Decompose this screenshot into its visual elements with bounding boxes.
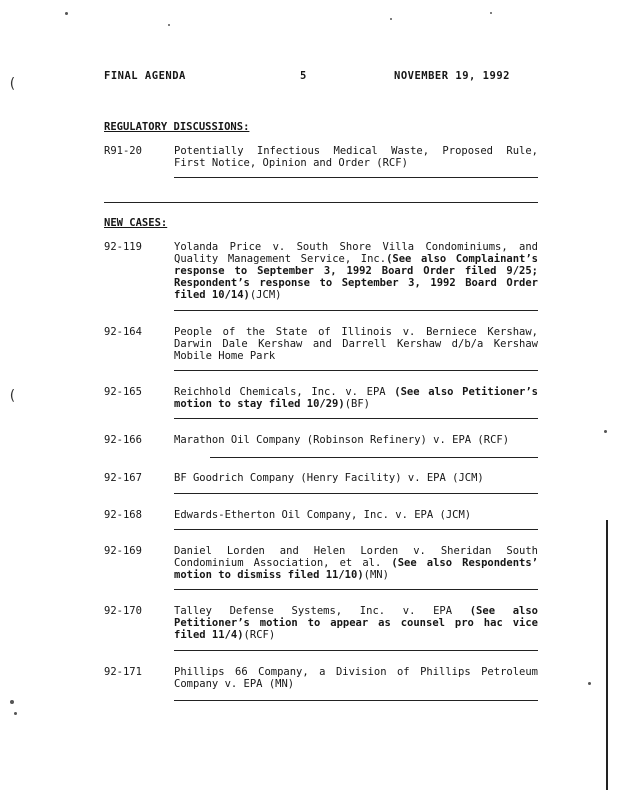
- case-number: 92-167: [104, 472, 142, 484]
- scan-speck: [390, 18, 392, 20]
- case-number: 92-164: [104, 326, 142, 338]
- case-text: Reichhold Chemicals, Inc. v. EPA (See also Petitioner’s motion to stay filed 10/29)(BF): [174, 386, 538, 410]
- case-number: 92-119: [104, 241, 142, 253]
- binding-hole-mark: (: [8, 388, 17, 404]
- scan-speck: [604, 430, 607, 433]
- case-text: Phillips 66 Company, a Division of Phillips Petroleum Company v. EPA (MN): [174, 666, 538, 690]
- scan-speck: [65, 12, 68, 15]
- case-underline: [210, 457, 538, 458]
- page-number: 5: [300, 70, 307, 82]
- case-underline: [174, 650, 538, 651]
- case-underline: [174, 700, 538, 701]
- case-text: BF Goodrich Company (Henry Facility) v. EPA (JCM): [174, 472, 484, 484]
- agenda-title: FINAL AGENDA: [104, 70, 186, 82]
- case-text: Talley Defense Systems, Inc. v. EPA (See also Petitioner’s motion to appear as counsel pro hac vice filed 11/4)(RCF): [174, 605, 538, 641]
- case-text: Daniel Lorden and Helen Lorden v. Sheridan South Condominium Association, et al. (See also Respondents’ motion to dismiss filed 11/10)(MN): [174, 545, 538, 581]
- agenda-date: NOVEMBER 19, 1992: [394, 70, 510, 82]
- scan-speck: [490, 12, 492, 14]
- case-underline: [174, 418, 538, 419]
- case-number: 92-170: [104, 605, 142, 617]
- case-text: People of the State of Illinois v. Berniece Kershaw, Darwin Dale Kershaw and Darrell Kershaw d/b/a Kershaw Mobile Home Park: [174, 326, 538, 362]
- case-number: 92-165: [104, 386, 142, 398]
- regulatory-heading: REGULATORY DISCUSSIONS:: [104, 121, 250, 133]
- case-underline: [174, 370, 538, 371]
- case-number: 92-168: [104, 509, 142, 521]
- scan-speck: [168, 24, 170, 26]
- scan-speck: [14, 712, 17, 715]
- case-text: Edwards-Etherton Oil Company, Inc. v. EPA (JCM): [174, 509, 472, 521]
- scan-speck: [588, 682, 591, 685]
- case-underline: [174, 589, 538, 590]
- new-cases-heading: NEW CASES:: [104, 217, 168, 229]
- scan-edge-line: [606, 520, 608, 790]
- case-number: 92-171: [104, 666, 142, 678]
- section-divider: [104, 202, 538, 203]
- case-text: Marathon Oil Company (Robinson Refinery) v. EPA (RCF): [174, 434, 510, 446]
- case-number: 92-166: [104, 434, 142, 446]
- case-underline: [174, 493, 538, 494]
- binding-hole-mark: (: [8, 76, 17, 92]
- case-text: Yolanda Price v. South Shore Villa Condominiums, and Quality Management Service, Inc.(See also Complainant’s response to September 3, 1992 Board Order filed 9/25; Respondent’s response to September 3, 1992 Board Order filed 10/14)(JCM): [174, 241, 538, 301]
- regulatory-text: Potentially Infectious Medical Waste, Proposed Rule, First Notice, Opinion and Order (RCF): [174, 145, 538, 169]
- regulatory-number: R91-20: [104, 145, 142, 157]
- regulatory-underline: [174, 177, 538, 178]
- case-underline: [174, 529, 538, 530]
- scan-speck: [10, 700, 14, 704]
- case-underline: [174, 310, 538, 311]
- case-number: 92-169: [104, 545, 142, 557]
